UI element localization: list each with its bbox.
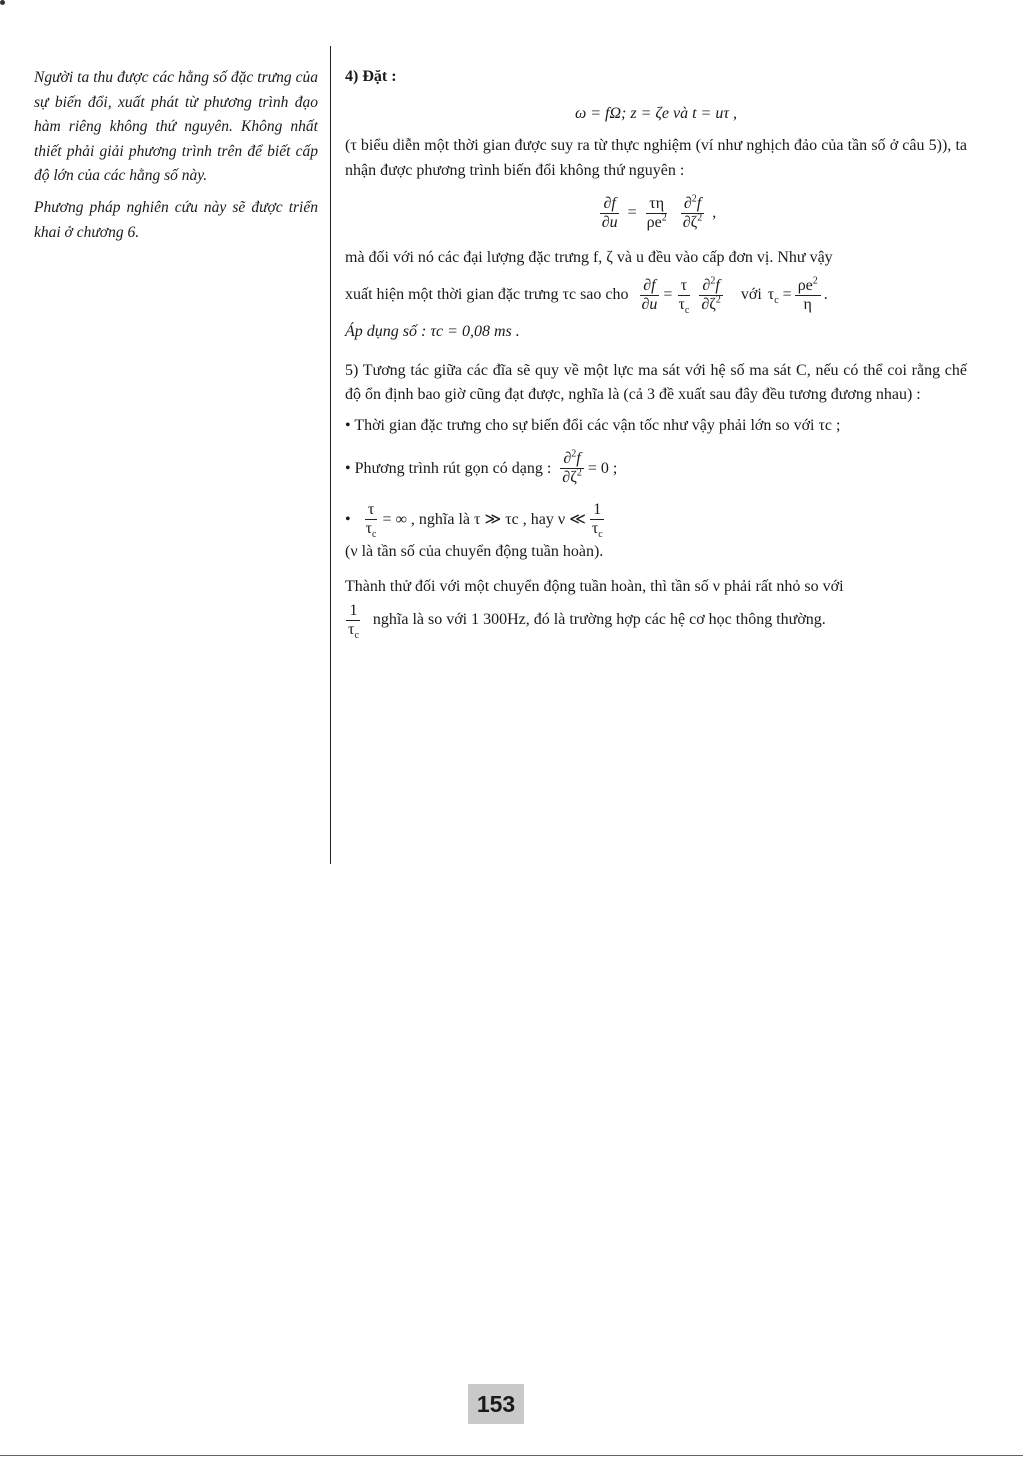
- section-4-paragraph-1: (τ biểu diễn một thời gian được suy ra từ thực nghiệm (ví như nghịch đảo của tần số ở câu 5)), ta nhận được phương trình biến đổi không thứ nguyên :: [345, 137, 967, 179]
- characteristic-time-line: xuất hiện một thời gian đặc trưng τc sao cho $\frac{\partial f}{\partial u}$ = $\frac{\tau}{\tau_c}$ $\frac{\partial^2f}{\partial\zeta^2}$ với $\tau_c$ = $\frac{\rho e^2}{\eta}$ .: [345, 275, 828, 317]
- section-4-heading: 4) Đặt :: [345, 68, 397, 85]
- section-4-paragraph-2: mà đối với nó các đại lượng đặc trưng f, ζ và u đều vào cấp đơn vị. Như vậy: [345, 249, 833, 267]
- final-paragraph-line2: $\frac{1}{\tau_c}$ nghĩa là so với 1 300Hz, đó là trường hợp các hệ cơ học thông thường.: [348, 601, 826, 641]
- with-label: với: [740, 286, 762, 304]
- column-divider: [330, 46, 331, 864]
- dimensionless-equation: $\frac{\partial f}{\partial u}$ = $\frac{\tau\eta}{\rho e^2}$ $\frac{\partial^2f}{\partial\zeta^2}$ ,: [601, 194, 717, 232]
- bottom-edge-line: [0, 1455, 1023, 1456]
- section-5-paragraph: 5) Tương tác giữa các đĩa sẽ quy về một lực ma sát với hệ số ma sát C, nếu có thể coi rằng chế độ ổn định bao giờ cũng đạt được, nghĩa là (cả 3 đề xuất sau đây đều tương đương nhau) :: [345, 361, 967, 404]
- bullet-3-text: = ∞ , nghĩa là τ ≫ τc , hay ν ≪: [382, 510, 586, 528]
- numerical-application: Áp dụng số : τc = 0,08 ms .: [345, 322, 520, 340]
- margin-note-1: Người ta thu được các hằng số đặc trưng của sự biến đổi, xuất phát từ phương trình đạo hàm riêng không thứ nguyên. Không nhất thiết phải giải phương trình trên để biết cấp độ lớn của các hằng số này.: [34, 69, 318, 185]
- main-text: [345, 65, 967, 639]
- bullet-3: • $\frac{\tau}{\tau_c}$ = ∞ , nghĩa là τ ≫ τc , hay ν ≪ $\frac{1}{\tau_c}$: [345, 501, 603, 541]
- page-number: 153: [468, 1384, 524, 1424]
- substitution-equation: ω = fΩ; z = ζe và t = uτ ,: [574, 104, 738, 122]
- scan-speck: [0, 0, 5, 5]
- characteristic-time-text: xuất hiện một thời gian đặc trưng τc sao cho: [345, 286, 629, 304]
- bullet-2-text: • Phương trình rút gọn có dạng :: [345, 459, 552, 477]
- bullet-2: • Phương trình rút gọn có dạng : $\frac{\partial^2f}{\partial\zeta^2}$ = 0 ;: [345, 449, 618, 487]
- margin-notes: [34, 66, 318, 252]
- bullet-3-continuation: (ν là tần số của chuyển động tuần hoàn).: [345, 543, 604, 561]
- margin-note-2: Phương pháp nghiên cứu này sẽ được triển khai ở chương 6.: [34, 198, 318, 241]
- final-paragraph-line1: Thành thử đối với một chuyển động tuần hoàn, thì tần số ν phải rất nhỏ so với: [345, 577, 844, 595]
- final-paragraph-text: nghĩa là so với 1 300Hz, đó là trường hợp các hệ cơ học thông thường.: [372, 610, 826, 628]
- bullet-1: • Thời gian đặc trưng cho sự biến đổi các vận tốc như vậy phải lớn so với τc ;: [345, 416, 841, 434]
